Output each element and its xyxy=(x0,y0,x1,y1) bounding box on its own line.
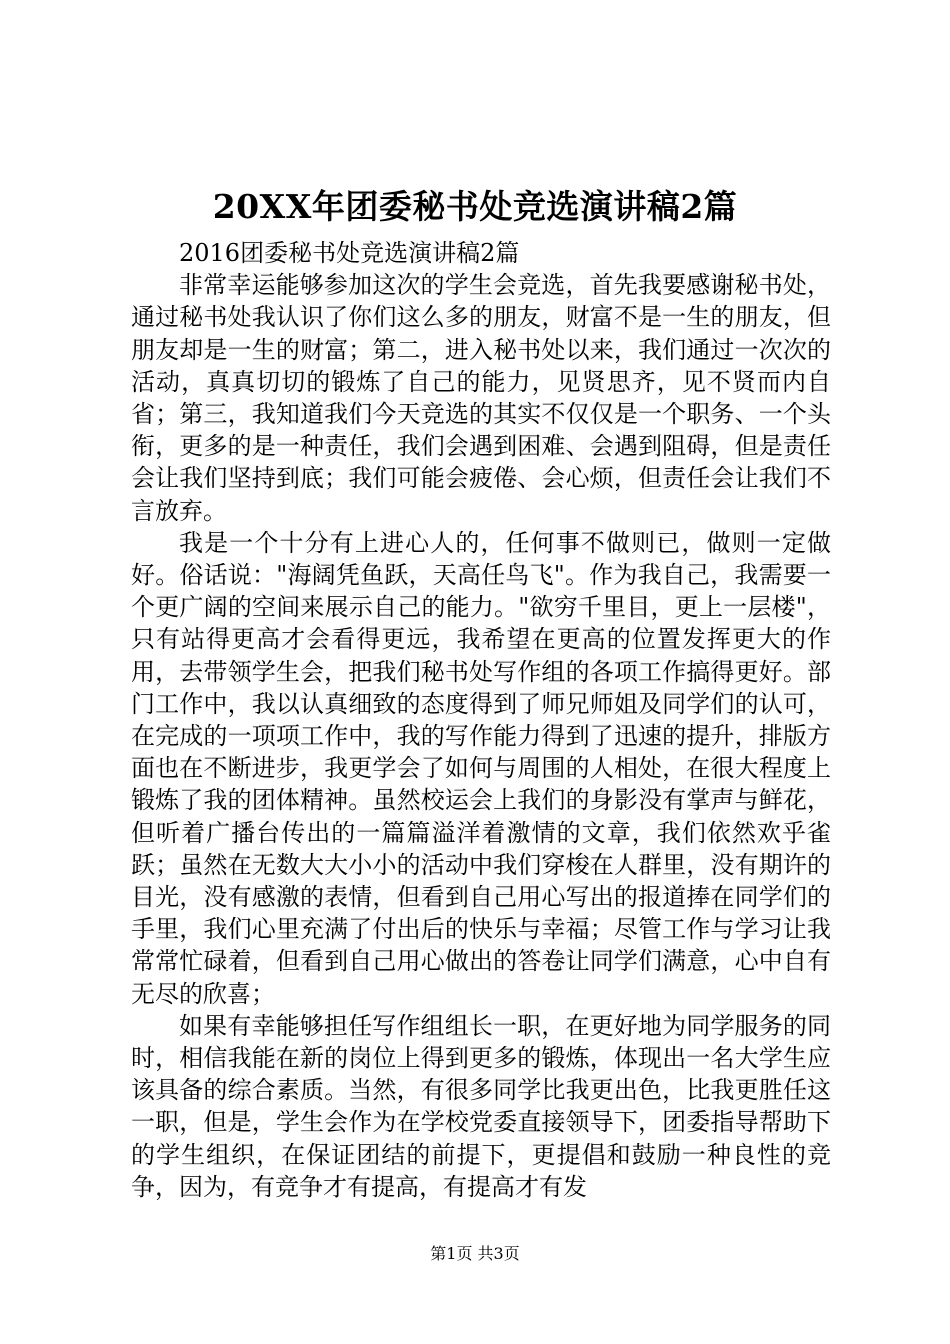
paragraph: 我是一个十分有上进心人的，任何事不做则已，做则一定做好。俗话说："海阔凭鱼跃，天高任鸟飞"。作为我自己，我需要一个更广阔的空间来展示自己的能力。"欲穷千里目，更上一层楼"，只有站得更高才会看得更远，我希望在更高的位置发挥更大的作用，去带领学生会，把我们秘书处写作组的各项工作搞得更好。部门工作中，我以认真细致的态度得到了师兄师姐及同学们的认可，在完成的一项项工作中，我的写作能力得到了迅速的提升，排版方面也在不断进步，我更学会了如何与周围的人相处，在很大程度上锻炼了我的团体精神。虽然校运会上我们的身影没有掌声与鲜花，但听着广播台传出的一篇篇溢洋着激情的文章，我们依然欢乎雀跃；虽然在无数大大小小的活动中我们穿梭在人群里，没有期许的目光，没有感激的表情，但看到自己用心写出的报道捧在同学们的手里，我们心里充满了付出后的快乐与幸福；尽管工作与学习让我常常忙碌着，但看到自己用心做出的答卷让同学们满意，心中自有无尽的欣喜； xyxy=(131,528,831,1008)
paragraph: 非常幸运能够参加这次的学生会竞选，首先我要感谢秘书处，通过秘书处我认识了你们这么多的朋友，财富不是一生的朋友，但朋友却是一生的财富；第二，进入秘书处以来，我们通过一次次的活动，真真切切的锻炼了自己的能力，见贤思齐，见不贤而内自省；第三，我知道我们今天竞选的其实不仅仅是一个职务、一个头衔，更多的是一种责任，我们会遇到困难、会遇到阻碍，但是责任会让我们坚持到底；我们可能会疲倦、会心烦，但责任会让我们不言放弃。 xyxy=(131,271,831,525)
document-body xyxy=(131,237,831,1203)
paragraph: 如果有幸能够担任写作组组长一职，在更好地为同学服务的同时，相信我能在新的岗位上得到更多的锻炼，体现出一名大学生应该具备的综合素质。当然，有很多同学比我更出色，比我更胜任这一职，但是，学生会作为在学校党委直接领导下，团委指导帮助下的学生组织，在保证团结的前提下，更提倡和鼓励一种良性的竞争，因为，有竞争才有提高，有提高才有发 xyxy=(131,1011,831,1201)
page-footer: 第1页 共3页 xyxy=(430,1244,520,1263)
document-title: 20XX年团委秘书处竞选演讲稿2篇 xyxy=(212,187,738,226)
document-subtitle: 2016团委秘书处竞选演讲稿2篇 xyxy=(179,239,520,267)
